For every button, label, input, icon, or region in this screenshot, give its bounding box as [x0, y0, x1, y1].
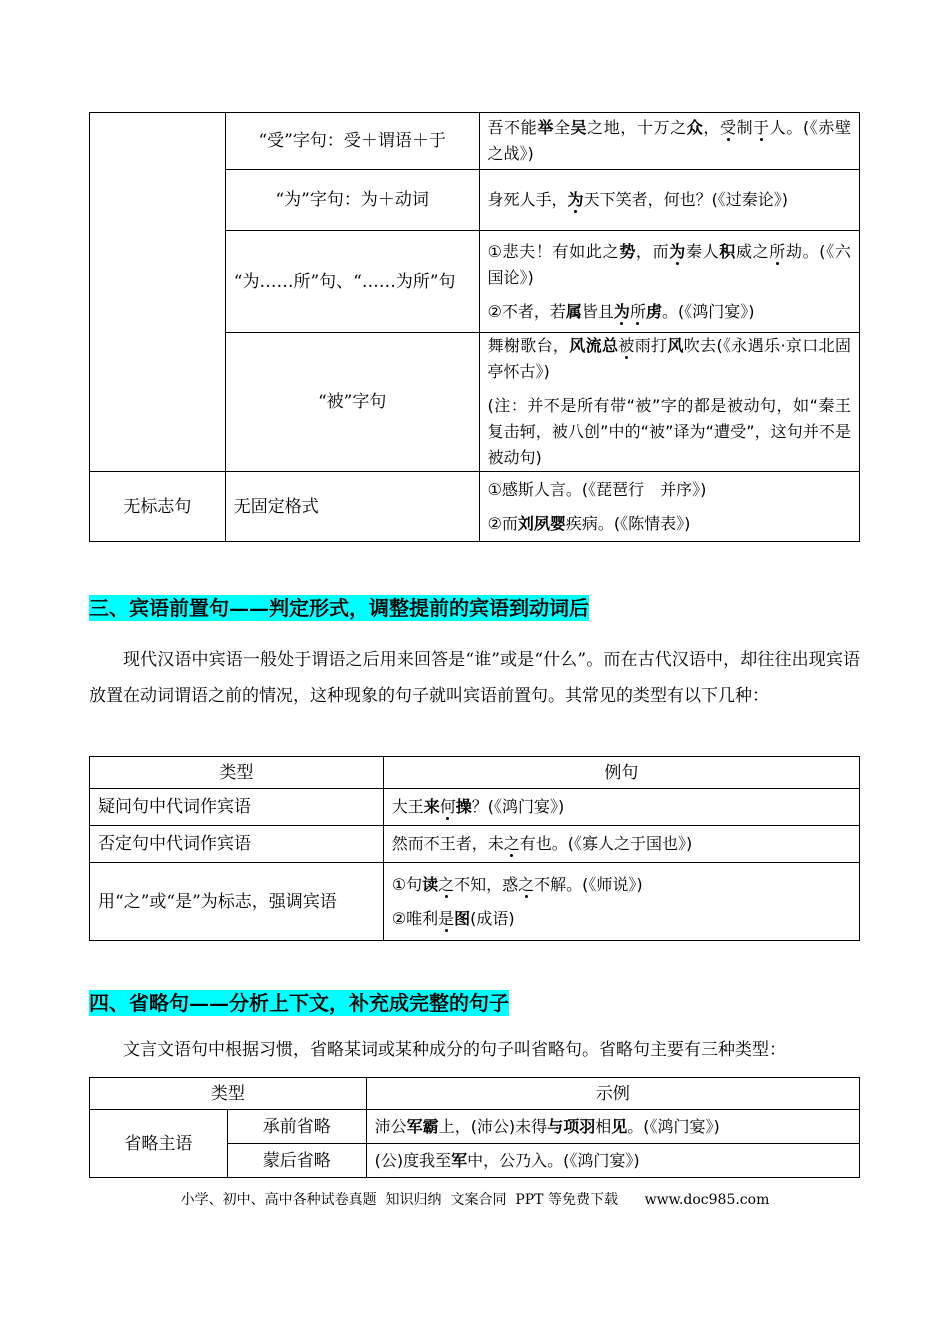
section-paragraph-3: 现代汉语中宾语一般处于谓语之后用来回答是“谁”或是“什么”。而在古代汉语中，却往往出现宾语放置在动词谓语之前的情况，这种现象的句子就叫宾语前置句。其常见的类型有以下几种：	[89, 650, 860, 706]
example-cell: 身死人手，为天下笑者，何也？(《过秦论》)	[479, 170, 859, 231]
example-cell: (公)度我至军中，公乃入。(《鸿门宴》)	[366, 1144, 859, 1178]
type-cell: 否定句中代词作宾语	[90, 826, 384, 863]
type-cell: 用“之”或“是”为标志，强调宾语	[90, 863, 384, 941]
page-footer: 小学、初中、高中各种试卷真题 知识归纳 文案合同 PPT 等免费下载 www.doc985.com	[180, 1192, 770, 1208]
object-preposition-table	[89, 756, 860, 941]
example-cell: 大王来何操？(《鸿门宴》)	[383, 789, 859, 826]
section-heading-3: 三、宾语前置句——判定形式，调整提前的宾语到动词后	[89, 596, 589, 620]
table-row	[90, 863, 860, 941]
category-cell: 省略主语	[90, 1110, 228, 1178]
type-cell: “被”字句	[225, 333, 479, 472]
section-heading-4: 四、省略句——分析上下文，补充成完整的句子	[89, 991, 509, 1015]
example-cell: ①句读之不知，惑之不解。(《师说》) ②唯利是图(成语)	[383, 863, 859, 941]
example-cell: ①悲夫！有如此之势，而为秦人积威之所劫。(《六国论》) ②不者，若属皆且为所虏。(《鸿门宴》)	[479, 231, 859, 333]
example-cell: ①感斯人言。(《琵琶行 并序》) ②而刘夙婴疾病。(《陈情表》)	[479, 472, 859, 542]
type-cell: “为”字句：为＋动词	[225, 170, 479, 231]
header-type: 类型	[90, 1078, 367, 1110]
table-row	[90, 789, 860, 826]
passive-sentence-table	[89, 112, 860, 542]
table-row	[90, 826, 860, 863]
subtype-cell: 承前省略	[227, 1110, 366, 1144]
category-cell: 无标志句	[90, 472, 226, 542]
example-cell: 吾不能举全吴之地，十万之众，受制于人。(《赤壁之战》)	[479, 113, 859, 170]
header-example: 示例	[366, 1078, 859, 1110]
type-cell: “受”字句：受＋谓语＋于	[225, 113, 479, 170]
subtype-cell: 蒙后省略	[227, 1144, 366, 1178]
header-type: 类型	[90, 757, 384, 789]
omission-sentence-table	[89, 1077, 860, 1178]
table-row	[90, 472, 860, 542]
example-cell: 舞榭歌台，风流总被雨打风吹去(《永遇乐·京口北固亭怀古》) (注：并不是所有带“被”字的都是被动句，如“秦王复击轲，被八创”中的“被”译为“遭受”，这句并不是被动句)	[479, 333, 859, 472]
example-cell: 沛公军霸上，(沛公)未得与项羽相见。(《鸿门宴》)	[366, 1110, 859, 1144]
table-row	[90, 113, 860, 170]
table-header-row	[90, 757, 860, 789]
table-header-row	[90, 1078, 860, 1110]
section-paragraph-4: 文言文语句中根据习惯，省略某词或某种成分的句子叫省略句。省略句主要有三种类型：	[123, 1040, 786, 1060]
type-cell: “为……所”句、“……为所”句	[225, 231, 479, 333]
type-cell: 疑问句中代词作宾语	[90, 789, 384, 826]
table-row	[90, 1110, 860, 1144]
type-cell: 无固定格式	[225, 472, 479, 542]
category-cell-empty	[90, 113, 226, 472]
example-cell: 然而不王者，未之有也。(《寡人之于国也》)	[383, 826, 859, 863]
header-example: 例句	[383, 757, 859, 789]
